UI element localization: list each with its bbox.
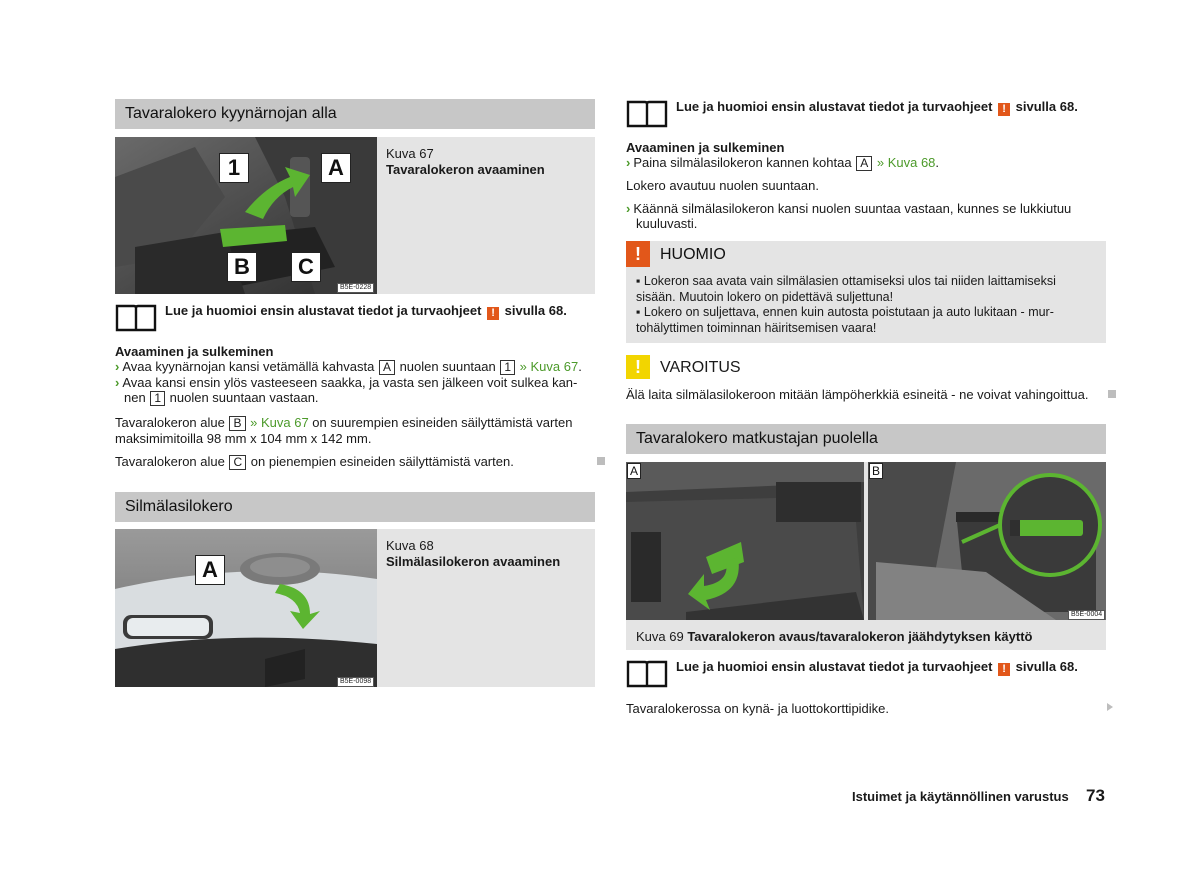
section-header-glasses xyxy=(115,492,595,522)
ref-box: A xyxy=(856,156,872,171)
photo-label-a: A xyxy=(195,555,225,585)
photo-label-b: B xyxy=(869,463,883,479)
section-end-marker xyxy=(597,457,605,465)
paragraph: Lokero avautuu nuolen suuntaan. xyxy=(626,178,819,193)
bullet-continuation: kuuluvasti. xyxy=(636,216,698,231)
paragraph: Tavaralokeron alue B » Kuva 67 on suurempien esineiden säilyttämistä varten xyxy=(115,415,573,430)
figure-67 xyxy=(115,137,595,294)
figure-caption: Tavaralokeron avaaminen xyxy=(386,162,545,177)
bullet-item: › Avaa kyynärnojan kansi vetämällä kahvasta A nuolen suuntaan 1 » Kuva 67. xyxy=(115,359,582,374)
figure-caption-block xyxy=(636,629,1032,645)
bullet-item: › Paina silmälasilokeron kannen kohtaa A » Kuva 68. xyxy=(626,155,940,170)
read-note xyxy=(115,303,595,333)
book-icon xyxy=(626,99,668,129)
read-note xyxy=(626,99,1106,129)
book-icon xyxy=(626,659,668,689)
bullet-item: › Avaa kansi ensin ylös vasteeseen saakka, ja vasta sen jälkeen voit sulkea kan- xyxy=(115,375,578,390)
warning-icon: ! xyxy=(998,663,1010,676)
bullet-item: › Käännä silmälasilokeron kansi nuolen suuntaa vastaan, kunnes se lukkiutuu xyxy=(626,201,1072,216)
paragraph-line: maksimimitoilla 98 mm x 104 mm x 142 mm. xyxy=(115,431,372,446)
notice-title: HUOMIO xyxy=(660,246,726,263)
section-header-armrest xyxy=(115,99,595,129)
figure-link[interactable]: » Kuva 68 xyxy=(876,155,936,170)
arrow-icon: › xyxy=(626,201,631,216)
caution-title: VAROITUS xyxy=(660,359,741,376)
arrow-icon: › xyxy=(115,375,120,390)
ref-box: B xyxy=(229,416,245,431)
section-title: Silmälasilokero xyxy=(125,498,233,515)
warning-icon: ! xyxy=(487,307,499,320)
notice-body: ▪ Lokeron saa avata vain silmälasien ottamiseksi ulos tai niiden laittamiseksi sisään. Muutoin lokero on pidettävä suljettuna! ▪ Lokero on suljettava, ennen kuin autosta poistutaan ja auto lukitaan - mur- tohälyttimen toiminnan häiritsemisen vaara! xyxy=(636,274,1056,335)
section-end-marker xyxy=(1108,390,1116,398)
caution-text: Älä laita silmälasilokeroon mitään lämpöherkkiä esineitä - ne voivat vahingoittua. xyxy=(626,387,1089,402)
figure-caption-block xyxy=(386,538,586,570)
photo-label-c: C xyxy=(291,252,321,282)
figure-link[interactable]: » Kuva 67 xyxy=(519,359,579,374)
photo-label-a: A xyxy=(321,153,351,183)
page-number: 73 xyxy=(1086,786,1105,805)
arrow-icon: › xyxy=(115,359,120,374)
figure-caption: Silmälasilokeron avaaminen xyxy=(386,554,561,569)
photo-code: B5E-0004 xyxy=(1068,610,1105,620)
warning-icon: ! xyxy=(998,103,1010,116)
caution-icon: ! xyxy=(626,355,650,379)
glasses-compartment-photo xyxy=(115,529,377,687)
ref-box: 1 xyxy=(500,360,515,375)
figure-caption: Tavaralokeron avaus/tavaralokeron jäähdytyksen käyttö xyxy=(687,629,1033,644)
footer-chapter: Istuimet ja käytännöllinen varustus xyxy=(852,789,1069,804)
arrow-icon: › xyxy=(626,155,631,170)
paragraph: Tavaralokerossa on kynä- ja luottokorttipidike. xyxy=(626,701,890,716)
figure-68 xyxy=(115,529,595,687)
photo-code: B5E-0098 xyxy=(337,677,374,687)
glovebox-photos xyxy=(626,462,1106,620)
subhead: Avaaminen ja sulkeminen xyxy=(626,140,785,155)
ref-box: C xyxy=(229,455,246,470)
photo-code: B5E-0228 xyxy=(337,283,374,293)
ref-box: 1 xyxy=(150,391,165,406)
read-note xyxy=(626,659,1106,689)
notice-box xyxy=(626,241,1106,343)
subhead: Avaaminen ja sulkeminen xyxy=(115,344,274,359)
book-icon xyxy=(115,303,157,333)
figure-link[interactable]: » Kuva 67 xyxy=(250,415,309,430)
notice-icon: ! xyxy=(626,241,650,267)
figure-number: Kuva 69 xyxy=(636,629,684,644)
figure-number: Kuva 68 xyxy=(386,538,434,553)
section-title: Tavaralokero kyynärnojan alla xyxy=(125,105,337,122)
photo-label-b: B xyxy=(227,252,257,282)
bullet-continuation: nen 1 nuolen suuntaan vastaan. xyxy=(124,390,319,405)
ref-box: A xyxy=(379,360,395,375)
section-title: Tavaralokero matkustajan puolella xyxy=(636,430,878,447)
read-note-text: Lue ja huomioi ensin alustavat tiedot ja turvaohjeet ! sivulla 68. xyxy=(676,659,1078,675)
continue-arrow-icon xyxy=(1107,703,1113,711)
paragraph: Tavaralokeron alue C on pienempien esineiden säilyttämistä varten. xyxy=(115,454,514,469)
photo-label-1: 1 xyxy=(219,153,249,183)
read-note-text: Lue ja huomioi ensin alustavat tiedot ja turvaohjeet ! sivulla 68. xyxy=(676,99,1078,115)
figure-number: Kuva 67 xyxy=(386,146,434,161)
figure-69 xyxy=(626,462,1106,650)
read-note-text: Lue ja huomioi ensin alustavat tiedot ja turvaohjeet ! sivulla 68. xyxy=(165,303,567,319)
section-header-glovebox xyxy=(626,424,1106,454)
photo-label-a: A xyxy=(627,463,641,479)
figure-caption-block xyxy=(386,146,586,178)
